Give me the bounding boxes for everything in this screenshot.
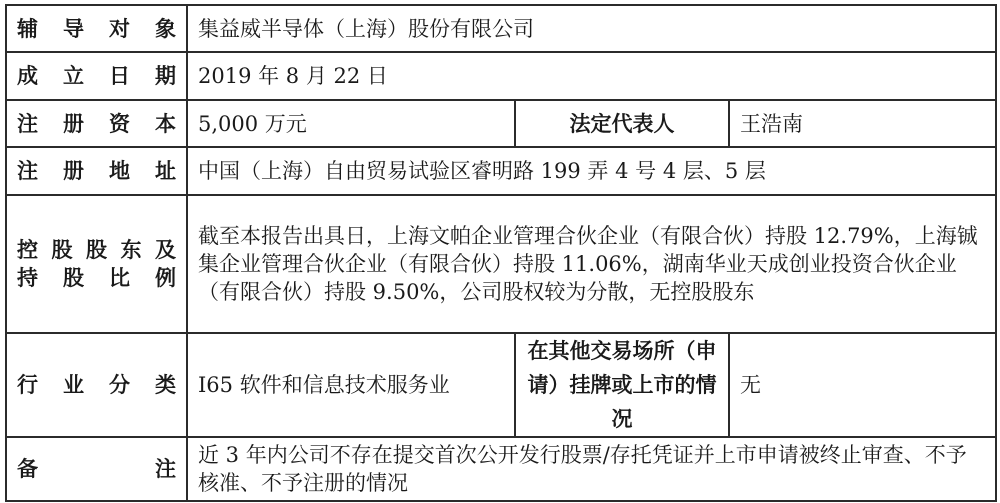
row-subject	[6, 5, 996, 52]
listing-status-label: 在其他交易场所（申请）挂牌或上市的情况	[515, 333, 729, 437]
capital-label: 注册资本	[6, 100, 187, 147]
remark-value: 近 3 年内公司不存在提交首次公开发行股票/存托凭证并上市申请被终止审查、不予核准、不予注册的情况	[187, 437, 996, 501]
established-label: 成立日期	[6, 52, 187, 100]
shareholder-value: 截至本报告出具日，上海文帕企业管理合伙企业（有限合伙）持股 12.79%，上海铖集企业管理合伙企业（有限合伙）持股 11.06%，湖南华业天成创业投资合伙企业（有限合伙）持股 9.50%，公司股权较为分散，无控股股东	[187, 195, 996, 333]
remark-label: 备注	[6, 437, 187, 501]
industry-label: 行业分类	[6, 333, 187, 437]
legal-representative-label: 法定代表人	[515, 100, 729, 147]
address-value: 中国（上海）自由贸易试验区睿明路 199 弄 4 号 4 层、5 层	[187, 147, 996, 195]
legal-representative-value: 王浩南	[729, 100, 996, 147]
row-industry	[6, 333, 996, 437]
shareholder-label-line2: 持股比例	[17, 266, 176, 290]
industry-value: I65 软件和信息技术服务业	[187, 333, 515, 437]
company-info-table	[5, 4, 997, 502]
listing-status-value: 无	[729, 333, 996, 437]
address-label: 注册地址	[6, 147, 187, 195]
row-remark	[6, 437, 996, 501]
row-established	[6, 52, 996, 100]
subject-value: 集益威半导体（上海）股份有限公司	[187, 5, 996, 52]
shareholder-label	[6, 195, 187, 333]
row-address	[6, 147, 996, 195]
capital-value: 5,000 万元	[187, 100, 515, 147]
established-value: 2019 年 8 月 22 日	[187, 52, 996, 100]
row-shareholder	[6, 195, 996, 333]
subject-label: 辅导对象	[6, 5, 187, 52]
row-capital	[6, 100, 996, 147]
shareholder-label-line1: 控股股东及	[17, 238, 176, 262]
